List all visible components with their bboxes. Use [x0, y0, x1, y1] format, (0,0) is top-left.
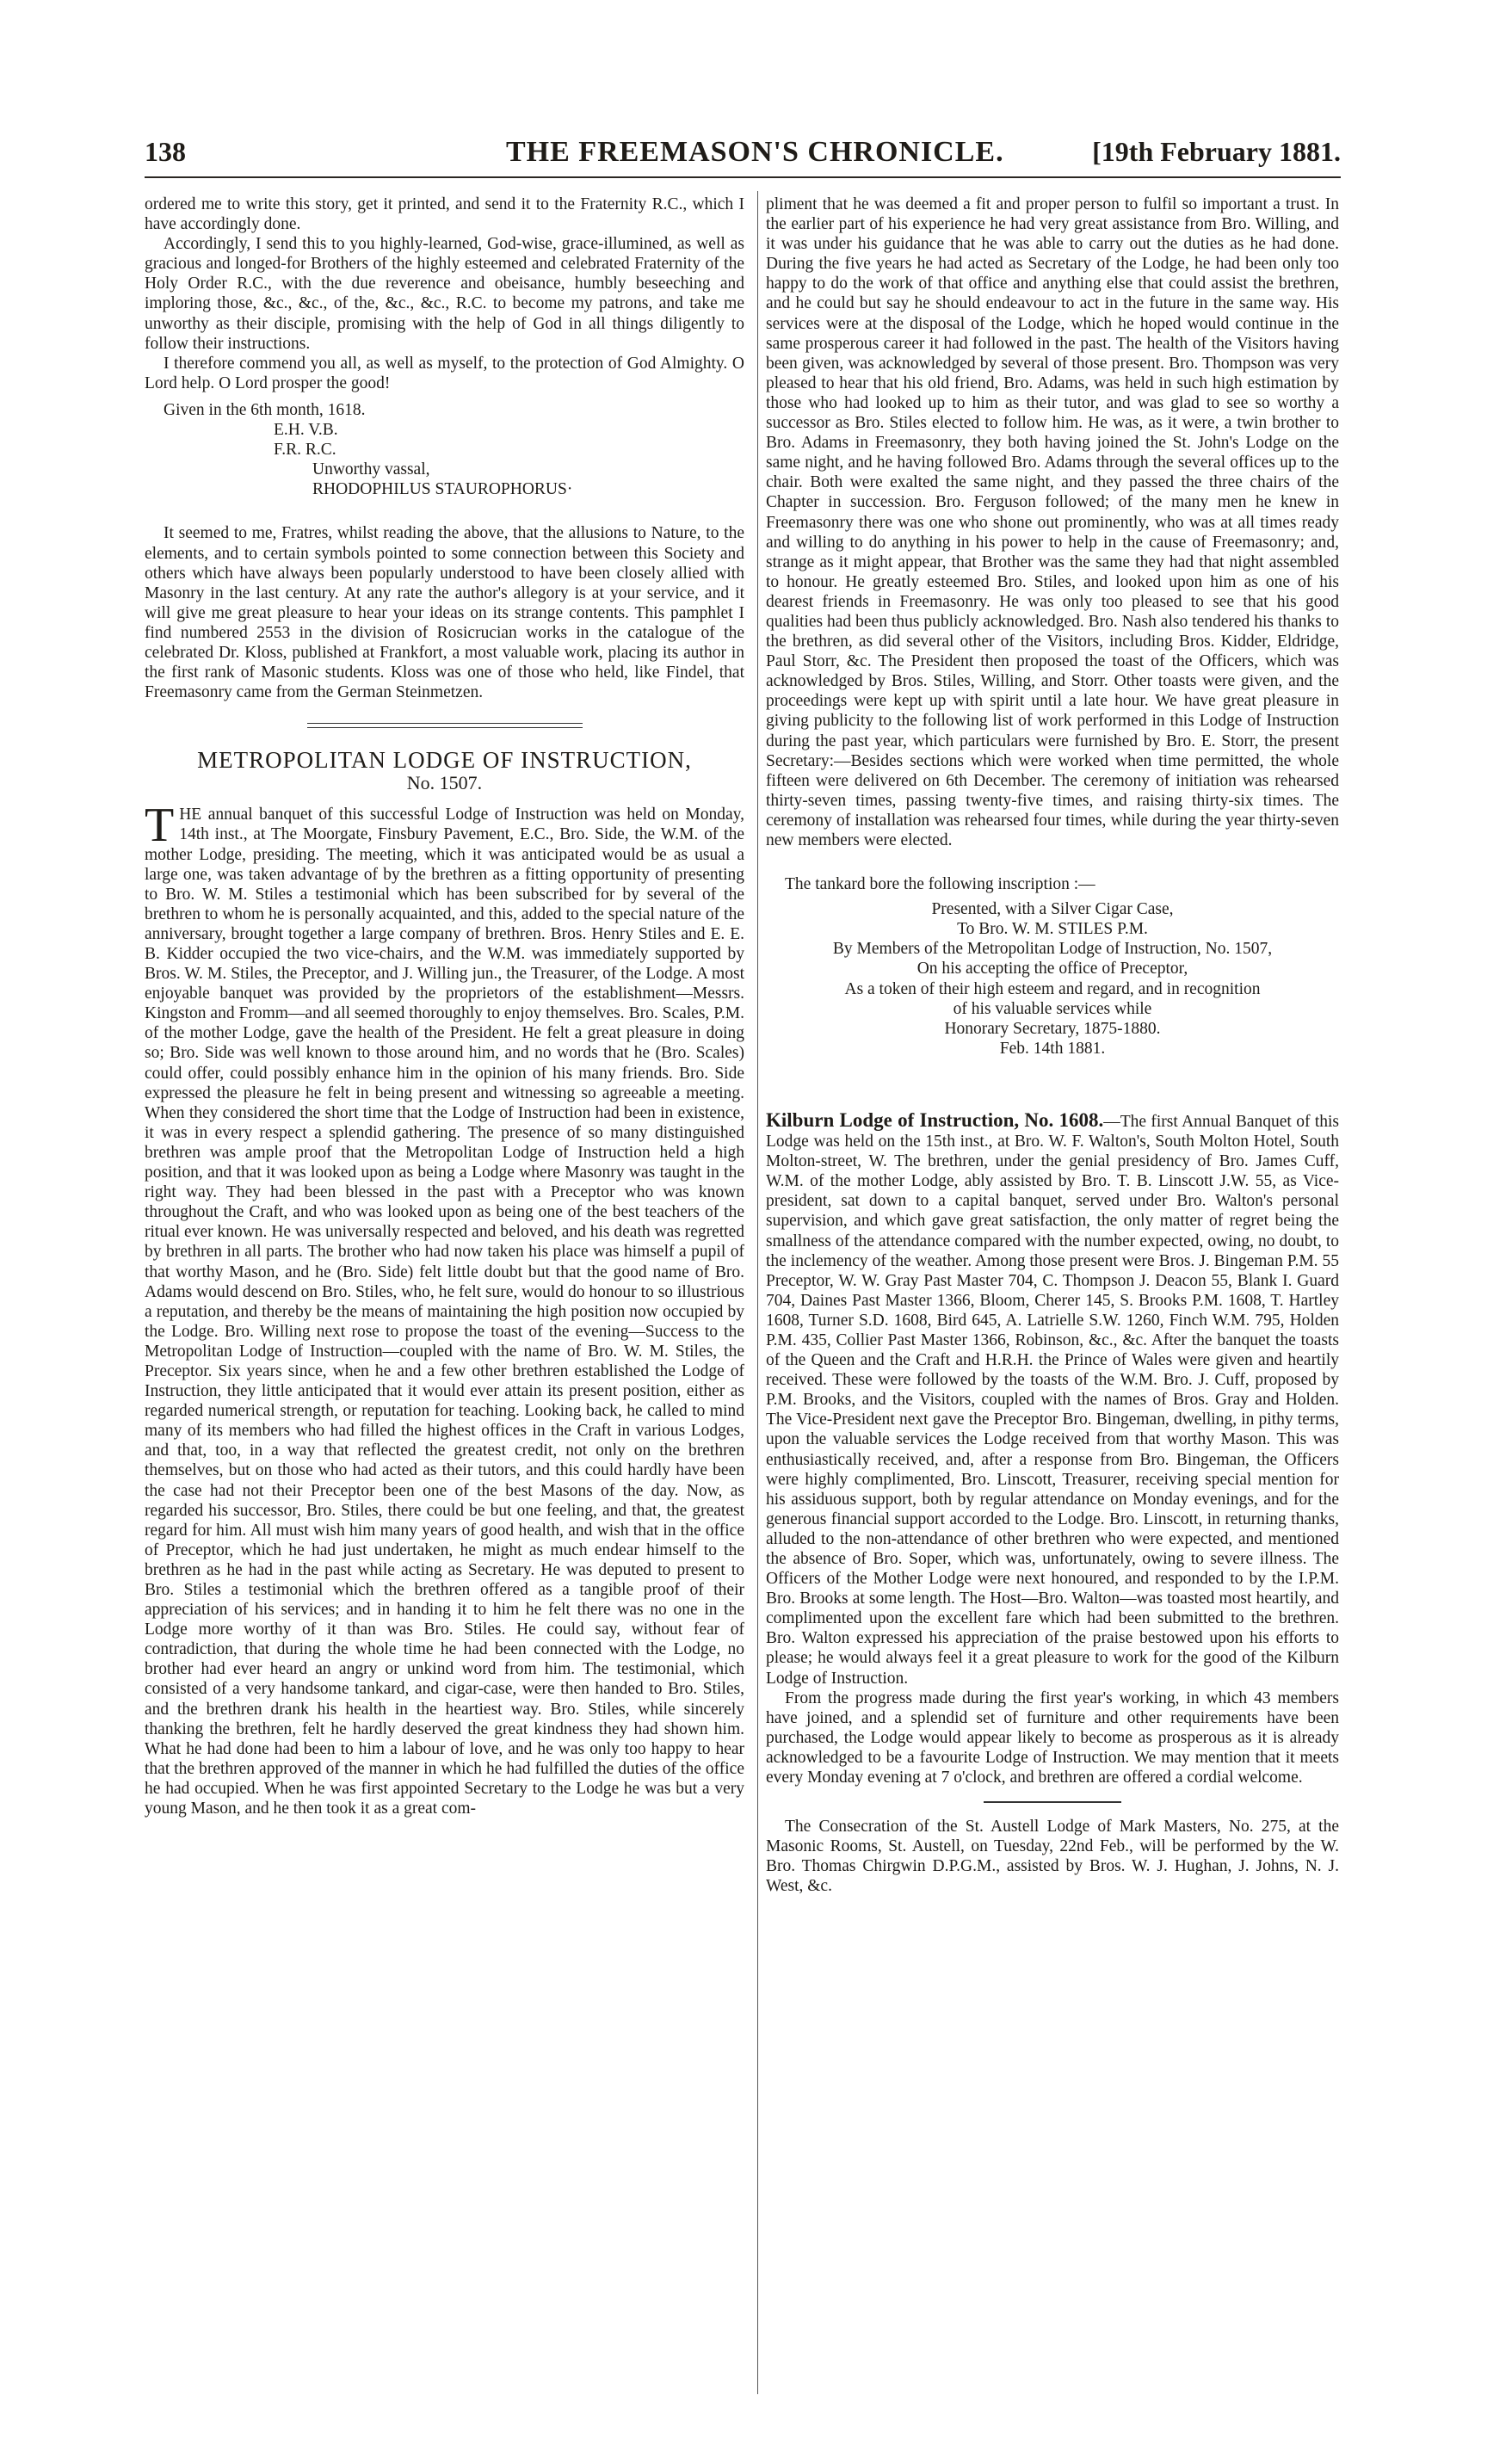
page-number: 138 — [145, 136, 186, 167]
inscription-line: Honorary Secretary, 1875-1880. — [944, 1019, 1161, 1038]
inscription-line: As a token of their high esteem and regard, and in recognition — [844, 979, 1261, 998]
article-heading: METROPOLITAN LODGE OF INSTRUCTION, — [197, 747, 692, 774]
inscription-line: Presented, with a Silver Cigar Case, — [931, 900, 1174, 919]
continuation-paragraph: pliment that he was deemed a fit and proper person to fulfil so important a trust. In the earlier part of his experience he had very great assistance from Bro. Willing, and it was under his guidance that he was able to carry out the duties as he had done. During the five years he had acted as Secretary of the Lodge, he had been only too happy to do the work of that office and anything else that could assist the brethren, and he could but say he should endeavour to act in the future in the same way. His services were at the disposal of the Lodge, which he hoped would continue in the same prosperous career it had followed in the past. The health of the Visitors having been given, was acknowledged by several of those present. Bro. Thompson was very pleased to hear that his old friend, Bro. Adams, was held in such high estimation by those who had looked up to him as their tutor, and was glad to see so worthy a successor as Bro. Stiles elected to follow him. He was, as it were, a twin brother to Bro. Adams in Freemasonry, they both having joined the St. John's Lodge on the same night, and he having followed Bro. Adams through the several offices up to the chair. Both were exalted the same night, and they passed the three chairs of the Chapter in succession. Bro. Ferguson followed; of the many men he knew in Freemasonry there was one who shone out prominently, who was at all times ready and willing to do anything in his power to help in the cause of Freemasonry; and, strange as it might appear, that Brother was the same they had that night assembled to honour. He greatly esteemed Bro. Stiles, and looked upon him as one of his dearest friends in Freemasonry. He was only too pleased to see that his good qualities had been thus publicly acknowledged. Bro. Nash also tendered his thanks to the brethren, as did several other of the Visitors, including Bros. Kidder, Eldridge, Paul Storr, &c. The President then proposed the toast of the Officers, which was acknowledged by Bros. Stiles, Willing, and Storr. Other toasts were given, and the proceedings were kept up with spirit until a late hour. We have great pleasure in giving publicity to the following list of work performed in this Lodge of Instruction during the past year, which particulars were furnished by Bro. E. Storr, the present Secretary:—Besides sections which were worked when time permitted, the whole fifteen were delivered on 6th December. The ceremony of initiation was rehearsed thirty-seven times, passing twenty-five times, and raising thirty-six times. The ceremony of installation was rehearsed four times, while during the year thirty-seven new members were elected. — [766, 195, 1339, 849]
left-column — [145, 194, 744, 1818]
spacer — [766, 1059, 1339, 1110]
section-divider — [984, 1801, 1121, 1803]
inscription-line: Feb. 14th 1881. — [999, 1039, 1106, 1058]
spacer — [145, 499, 744, 523]
given-date: Given in the 6th month, 1618. — [164, 400, 366, 419]
signature-line: E.H. V.B. — [274, 421, 338, 440]
article-body-text: HE annual banquet of this successful Lodge of Instruction was held on Monday, 14th inst., at The Moorgate, Finsbury Pavement, E.C., Bro. Side, the W.M. of the mother Lodge, presiding. The meeting, which it was anticipated would be as usual a large one, was taken advantage of by the brethren as a fitting opportunity of presenting to Bro. W. M. Stiles a testimonial which has been subscribed for by several of the brethren to whom he is personally acquainted, and this, added to the special nature of the anniversary, brought together a large company of brethren. Bros. Henry Stiles and E. E. B. Kidder occupied the two vice-chairs, and the W.M. was immediately supported by Bros. W. M. Stiles, the Preceptor, and J. Willing jun., the Treasurer, of the Lodge. A most enjoyable banquet was provided by the proprietors of the establishment—Messrs. Kingston and Fromm—and all seemed thoroughly to enjoy themselves. Bro. Scales, P.M. of the mother Lodge, gave the health of the President. He felt a great pleasure in doing so; Bro. Side was well known to those around him, and no words that he (Bro. Scales) could offer, could possibly enhance him in the opinion of his many friends. Bro. Side expressed the pleasure he felt in being present and witnessing so agreeable a meeting. When they considered the short time that the Lodge of Instruction had been in existence, it was in every respect a splendid gathering. The presence of so many distinguished brethren was ample proof that the Metropolitan Lodge of Instruction held a high position, and that it was looked upon as being a Lodge where Masonry was taught in the right way. They had been blessed in the past with a Preceptor who was known throughout the Craft, and who was looked upon as being one of the best teachers of the ritual ever known. He was universally respected and beloved, and his death was regretted by brethren in all parts. The brother who had now taken his place was himself a pupil of that worthy Mason, and he (Bro. Side) felt little doubt but that the good name of Bro. Adams would descend on Bro. Stiles, who, he felt sure, would do honour to so illustrious a reputation, and thereby be the means of maintaining the high position now occupied by the Lodge. Bro. Willing next rose to propose the toast of the evening—Success to the Metropolitan Lodge of Instruction—coupled with the name of Bro. W. M. Stiles, the Preceptor. Six years since, when he and a few other brethren established the Lodge of Instruction, they little anticipated that it would ever attain its present position, either as regarded numerical strength, or reputation for teaching. Looking back, he called to mind many of its members who had filled the highest offices in the Craft in various Lodges, and that, too, in a way that reflected the greatest credit, not only on the brethren themselves, but on those who had acted as their tutors, and this could hardly have been the case had not their Preceptor been one of the best Masons of the day. Now, as regarded his successor, Bro. Stiles, there could be but one feeling, and that, the greatest regard for him. All must wish him many years of good health, and wish that in the office of Preceptor, which he had just undertaken, he might as much endear himself to the brethren as he had in the past while acting as Secretary. He was deputed to present to Bro. Stiles a testimonial which the brethren offered as a tangible proof of their appreciation of his services; and in handing it to him he felt there was no one in the Lodge more worthy of it than was Bro. Stiles. He could say, without fear of contradiction, that during the whole time he had been connected with the Lodge, no brother had ever heard an angry or unkind word from him. The testimonial, which consisted of a very handsome tankard, and cigar-case, were then handed to Bro. Stiles, and the brethren drank his health in the heartiest way. Bro. Stiles, while sincerely thanking the brethren, felt he hardly deserved the great kindness they had shown him. What he had done had been to him a labour of love, and he was only too happy to hear that the brethren approved of the manner in which he had fulfilled the duties of the office he had occupied. When he was first appointed Secretary to the Lodge he was but a very young Mason, and he then took it as a great com- — [145, 806, 744, 1818]
kilburn-body: —The first Annual Banquet of this Lodge was held on the 15th inst., at Bro. W. F. Walton's, South Molton Hotel, South Molton-street, W. The brethren, under the genial presidency of Bro. James Cuff, W.M. of the mother Lodge, ably assisted by Bro. T. B. Linscott J.W. 55, as Vice-president, sat down to a capital banquet, served under Bro. Walton's personal supervision, and which gave great satisfaction, the only matter of regret being the smallness of the attendance compared with the number expected, owing, no doubt, to the inclemency of the weather. Among those present were Bros. J. Bingeman P.M. 55 Preceptor, W. W. Gray Past Master 704, C. Thompson J. Deacon 55, Blank I. Guard 704, Daines Past Master 1366, Bloom, Cherer 145, S. Brooks P.M. 1608, T. Hartley 1608, Turner S.D. 1608, Bird 645, A. Latrielle S.W. 1260, Finch W.M. 795, Holden P.M. 435, Collier Past Master 1366, Robinson, &c., &c. After the banquet the toasts of the Queen and the Craft and H.R.H. the Prince of Wales were given and heartily received. These were followed by the toasts of the W.M. Bro. J. Cuff, proposed by P.M. Brooks, and the Visitors, coupled with the names of Bros. Gray and Holden. The Vice-President next gave the Preceptor Bro. Bingeman, dwelling, in pithy terms, upon the valuable services the Lodge received from that worthy Mason. This was enthusiastically received, and, after a response from Bro. Bingeman, the Officers were highly complimented, Bro. Linscott, Treasurer, receiving special mention for his assiduous support, both by regular attendance on Monday evenings, and for the generous financial support accorded to the Lodge. Bro. Linscott, in returning thanks, alluded to the non-attendance of other brethren who were expected, and mentioned the absence of Bro. Soper, which was, unfortunately, owing to severe illness. The Officers of the Mother Lodge were next honoured, and responded to by the I.P.M. Bro. Brooks at some length. The Host—Bro. Walton—was toasted most heartily, and complimented upon the excellent fare which had been submitted to the brethren. Bro. Walton expressed his appreciation of the praise bestowed upon his efforts to please; he would always feel it a great pleasure to work for the good of the Kilburn Lodge of Instruction. — [766, 1112, 1339, 1688]
inscription-block — [766, 899, 1339, 1059]
signature-name: RHODOPHILUS STAUROPHORUS· — [312, 480, 573, 499]
consecration-paragraph: The Consecration of the St. Austell Lodge of Mark Masters, No. 275, at the Masonic Rooms, St. Austell, on Tuesday, 22nd Feb., will be performed by the W. Bro. Thomas Chirgwin D.P.G.M., assisted by Bros. W. J. Hughan, J. Johns, N. J. West, &c. — [766, 1818, 1339, 1896]
masthead — [145, 136, 1341, 174]
kilburn-heading: Kilburn Lodge of Instruction, No. 1608. — [766, 1108, 1104, 1131]
publication-title: THE FREEMASON'S CHRONICLE. — [506, 136, 1004, 168]
kilburn-paragraph-2: From the progress made during the first year's working, in which 43 members have joined, and a splendid set of furniture and other requirements have been purchased, the Lodge would appear likely to become as prosperous as it is already acknowledged to be a favourite Lodge of Instruction. We may mention that it meets every Monday evening at 7 o'clock, and brethren are offered a cordial welcome. — [766, 1688, 1339, 1787]
issue-date: [19th February 1881. — [1092, 136, 1341, 167]
intro-paragraph: ordered me to write this story, get it printed, and send it to the Fraternity R.C., which I have accordingly done. — [145, 195, 744, 234]
tankard-intro: The tankard bore the following inscription :— — [785, 875, 1095, 894]
drop-cap: T — [145, 799, 175, 853]
article-subheading: No. 1507. — [406, 772, 483, 794]
intro-paragraph: Accordingly, I send this to you highly-learned, God-wise, grace-illumined, as well as gracious and longed-for Brothers of the highly esteemed and celebrated Fraternity of the Holy Order R.C., with the due reverence and obeisance, humbly beseeching and imploring those, &c., &c., of the, &c., &c., R.C. to become my patrons, and take me unworthy as their disciple, promising with the help of God in all things diligently to follow their instructions. — [145, 235, 744, 353]
inscription-line: On his accepting the office of Preceptor, — [916, 960, 1188, 978]
inscription-line: of his valuable services while — [953, 999, 1152, 1018]
spacer — [766, 850, 1339, 874]
commentary-paragraph: It seemed to me, Fratres, whilst reading the above, that the allusions to Nature, to the elements, and to certain symbols pointed to some connection between this Society and others which have always been popularly understood to have been closely allied with Masonry in the last century. At any rate the author's allegory is at your service, and it will give me great pleasure to hear your ideas on its strange contents. This pamphlet I find numbered 2553 in the division of Rosicrucian works in the catalogue of the celebrated Dr. Kloss, published at Frankfort, a most valuable work, placing its author in the first rank of Masonic students. Kloss was one of those who held, like Findel, that Freemasonry came from the German Steinmetzen. — [145, 524, 744, 702]
inscription-line: By Members of the Metropolitan Lodge of Instruction, No. 1507, — [832, 940, 1273, 959]
column-separator — [757, 191, 758, 2394]
signature-line: Unworthy vassal, — [312, 460, 430, 479]
section-divider — [307, 723, 583, 728]
inscription-line: To Bro. W. M. STILES P.M. — [957, 920, 1148, 939]
intro-paragraph: I therefore commend you all, as well as myself, to the protection of God Almighty. O Lord help. O Lord prosper the good! — [145, 354, 744, 392]
right-column — [766, 194, 1339, 1897]
kilburn-paragraph — [766, 1110, 1339, 1688]
article-body — [145, 799, 744, 1818]
signature-line: F.R. R.C. — [274, 441, 336, 460]
masthead-rule — [145, 176, 1341, 178]
